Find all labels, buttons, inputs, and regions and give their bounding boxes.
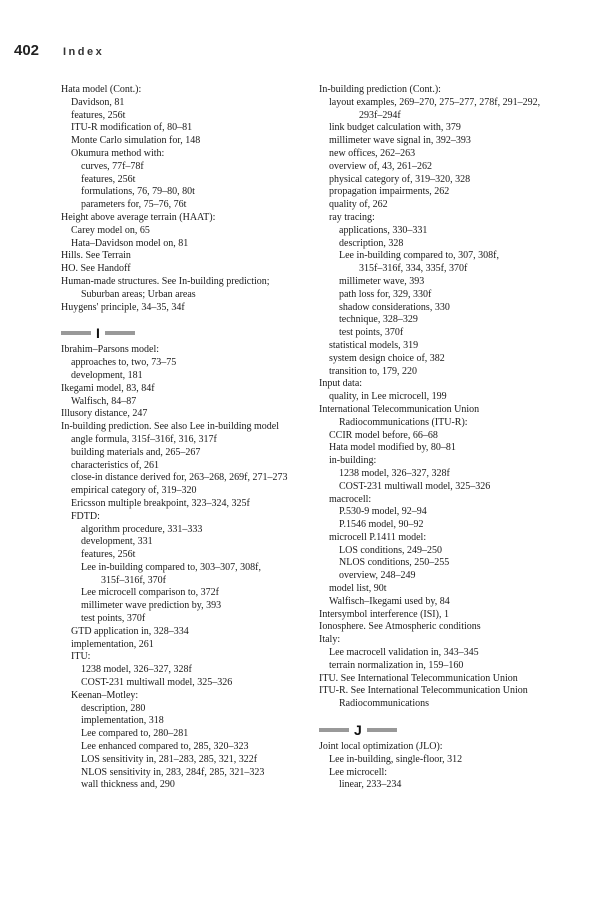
index-entry: Huygens' principle, 34–35, 34f [61,301,185,313]
index-entry: Human-made structures. See In-building prediction; [61,275,270,287]
index-entry: algorithm procedure, 331–333 [81,523,203,535]
index-entry: Radiocommunications (ITU-R): [339,416,468,428]
index-entry: 315f–316f, 334, 335f, 370f [359,263,468,275]
index-entry: Walfisch, 84–87 [71,395,137,407]
index-entry: ITU-R. See International Telecommunication Union [319,685,528,697]
index-entry: new offices, 262–263 [329,147,416,159]
index-entry: microcell P.1411 model: [329,531,427,543]
index-entry: Lee enhanced compared to, 285, 320–323 [81,741,249,753]
index-entry: statistical models, 319 [329,339,419,351]
divider-rule [367,728,397,732]
index-entry: Lee in-building compared to, 307, 308f, [339,250,499,262]
index-entry: quality, in Lee microcell, 199 [329,391,447,403]
index-entry: layout examples, 269–270, 275–277, 278f, 291–292, [329,96,541,108]
index-entry: Height above average terrain (HAAT): [61,211,216,223]
index-entry: HO. See Handoff [61,263,131,275]
divider-rule [319,728,349,732]
divider-rule [61,331,91,335]
index-entry: quality of, 262 [329,199,388,211]
index-entry: GTD application in, 328–334 [71,625,189,637]
index-entry: development, 181 [71,369,143,381]
index-entry: Illusory distance, 247 [61,408,148,420]
index-entry: In-building prediction. See also Lee in-building model [61,421,280,433]
index-entry: Lee macrocell validation in, 343–345 [329,647,479,659]
index-entry: millimeter wave prediction by, 393 [81,600,222,612]
index-entry: building materials and, 265–267 [71,446,201,458]
index-entry: wall thickness and, 290 [81,779,175,791]
index-entry: Italy: [319,634,341,646]
index-entry: In-building prediction (Cont.): [319,84,441,95]
index-entry: overview, 248–249 [339,570,416,582]
index-entry: Hata model modified by, 80–81 [329,442,456,454]
index-entry: 1238 model, 326–327, 328f [81,664,192,676]
index-entry: link budget calculation with, 379 [329,122,461,134]
index-entry: Keenan–Motley: [71,689,139,701]
section-divider [61,323,311,343]
index-entry: Carey model on, 65 [71,224,150,236]
index-entry: millimeter wave signal in, 392–393 [329,135,471,147]
index-entry: 293f–294f [359,109,401,121]
index-entry: 315f–316f, 370f [101,574,166,586]
index-entry: Ikegami model, 83, 84f [61,382,155,394]
index-entry: development, 331 [81,536,153,548]
section-divider [319,720,581,740]
index-entry: Okumura method with: [71,147,165,159]
index-entry: terrain normalization in, 159–160 [329,659,464,671]
index-entry: features, 256t [81,549,136,561]
index-entry: applications, 330–331 [339,224,428,236]
index-entry: implementation, 261 [71,638,154,650]
index-entry: Ericsson multiple breakpoint, 323–324, 325f [71,497,250,509]
index-entry: Lee microcell comparison to, 372f [81,587,220,599]
index-entry: Lee in-building compared to, 303–307, 308f, [81,561,261,573]
index-entry: ray tracing: [329,211,375,223]
index-entry: LOS conditions, 249–250 [339,544,443,556]
index-entry: Hills. See Terrain [61,250,131,262]
index-entry: close-in distance derived for, 263–268, 269f, 271–273 [71,472,288,484]
index-entry: LOS sensitivity in, 281–283, 285, 321, 322f [81,753,258,765]
index-entry: characteristics of, 261 [71,459,160,471]
index-entry: description, 280 [81,702,146,714]
index-entry: CCIR model before, 66–68 [329,429,438,441]
index-entry: 1238 model, 326–327, 328f [339,467,450,479]
index-entry: formulations, 76, 79–80, 80t [81,186,195,198]
index-entry: technique, 328–329 [339,314,418,326]
index-entry: path loss for, 329, 330f [339,288,432,300]
index-entry: COST-231 multiwall model, 325–326 [81,677,233,689]
index-entry: Joint local optimization (JLO): [319,741,443,753]
page-number: 402 [14,42,40,59]
index-entry: ITU. See International Telecommunication Union [319,672,518,684]
index-entry: overview of, 43, 261–262 [329,160,433,172]
index-entry: Hata–Davidson model on, 81 [71,237,189,249]
index-entry: COST-231 multiwall model, 325–326 [339,480,491,492]
index-entry: P.530-9 model, 92–94 [339,506,427,518]
index-entry: Lee compared to, 280–281 [81,728,189,740]
index-entry: P.1546 model, 90–92 [339,519,424,531]
section-letter: I [96,324,100,341]
index-column-left [61,84,311,792]
index-entry: features, 256t [71,109,126,121]
index-entry: features, 256t [81,173,136,185]
index-entry: empirical category of, 319–320 [71,485,197,497]
divider-rule [105,331,135,335]
index-entry: parameters for, 75–76, 76t [81,199,187,211]
index-entry: NLOS sensitivity in, 283, 284f, 285, 321–323 [81,766,265,778]
index-entry: in-building: [329,455,377,467]
index-entry: Radiocommunications [339,698,429,710]
index-entry: Suburban areas; Urban areas [81,288,196,300]
index-entry: NLOS conditions, 250–255 [339,557,450,569]
index-entry: curves, 77f–78f [81,160,144,172]
index-entry: approaches to, two, 73–75 [71,357,177,369]
index-column-right [319,84,581,792]
index-entry: ITU: [71,651,91,663]
index-entry: Monte Carlo simulation for, 148 [71,135,201,147]
index-entry: Intersymbol interference (ISI), 1 [319,608,449,620]
index-entry: test points, 370f [81,613,146,625]
index-entry: Lee in-building, single-floor, 312 [329,753,463,765]
section-letter: J [354,721,362,738]
index-entry: test points, 370f [339,327,404,339]
index-entry: linear, 233–234 [339,779,402,791]
index-entry: transition to, 179, 220 [329,365,418,377]
index-entry: Davidson, 81 [71,96,125,108]
index-entry: description, 328 [339,237,404,249]
index-entry: propagation impairments, 262 [329,186,450,198]
index-entry: physical category of, 319–320, 328 [329,173,471,185]
index-entry: Walfisch–Ikegami used by, 84 [329,595,450,607]
index-entry: macrocell: [329,493,372,505]
index-entry: model list, 90t [329,583,387,595]
index-entry: Input data: [319,378,363,390]
index-entry: implementation, 318 [81,715,164,727]
index-entry: shadow considerations, 330 [339,301,450,313]
index-entry: Hata model (Cont.): [61,84,142,95]
index-entry: millimeter wave, 393 [339,275,425,287]
index-entry: Lee microcell: [329,766,388,778]
index-entry: FDTD: [71,510,100,522]
index-entry: Ibrahim–Parsons model: [61,344,160,356]
index-entry: system design choice of, 382 [329,352,445,364]
index-entry: angle formula, 315f–316f, 316, 317f [71,433,217,445]
index-entry: International Telecommunication Union [319,403,480,415]
index-entry: Ionosphere. See Atmospheric conditions [319,621,481,633]
running-head: Index [63,46,105,58]
index-entry: ITU-R modification of, 80–81 [71,122,193,134]
